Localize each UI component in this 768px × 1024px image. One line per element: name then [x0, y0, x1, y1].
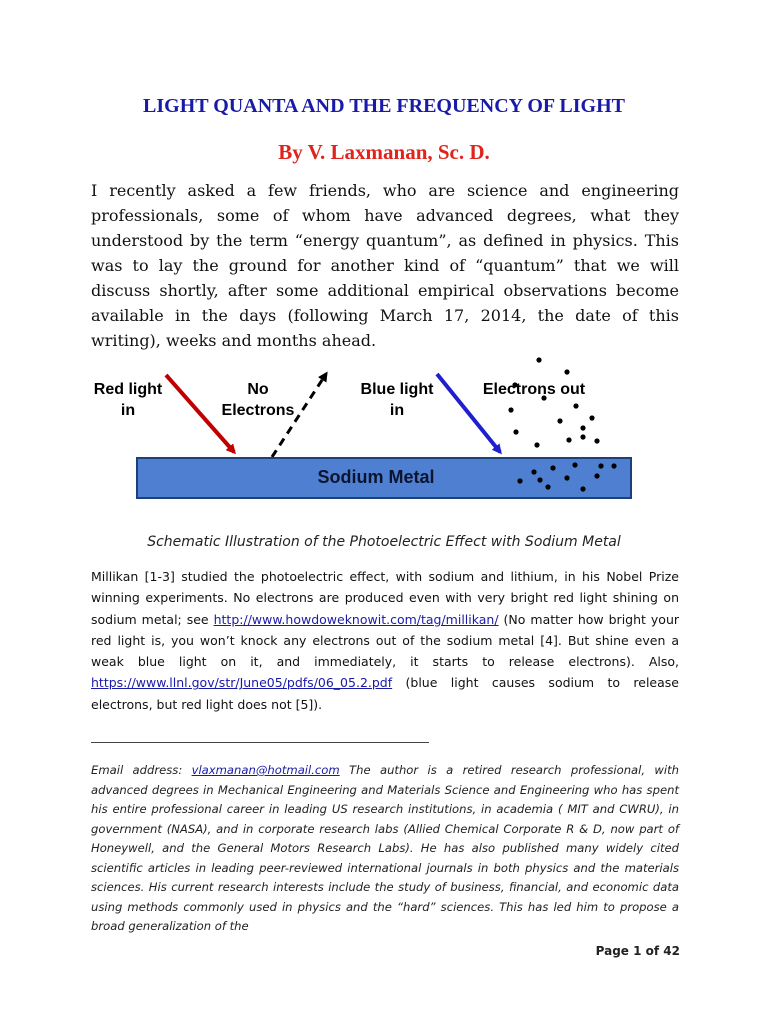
howdoweknowit-link[interactable]: http://www.howdoweknowit.com/tag/millikan/: [213, 611, 499, 627]
red-light-label: Red light in: [93, 381, 163, 419]
author-footnote: Email address: vlaxmanan@hotmail.com The author is a retired research professional, with advanced degrees in Mechanical Engineering and Materials Science and Engineering who has spent his entire professional career in leading US research institutions, in academia ( MIT and CWRU), in government (NASA), and in corporate research labs (Allied Chemical Corporate R & D, now part of Honeywell, and the General Motors Research Labs). He has also published many widely cited scientific articles in leading peer-reviewed international journals in both physics and the materials sciences. His current research interests include the study of business, financial, and economic data using methods commonly used in physics and the “hard” sciences. This has led him to propose a broad generalization of the: [91, 763, 679, 933]
figure-caption: Schematic Illustration of the Photoelectric Effect with Sodium Metal: [147, 534, 621, 550]
sodium-metal-label: Sodium Metal: [317, 467, 435, 487]
author-email-link[interactable]: vlaxmanan@hotmail.com: [191, 763, 340, 777]
blue-light-label: Blue light in: [360, 381, 434, 419]
no-electrons-label: No Electrons: [221, 381, 295, 419]
llnl-pdf-link[interactable]: https://www.llnl.gov/str/June05/pdfs/06_05.2.pdf: [91, 675, 393, 691]
body-paragraph: Millikan [1-3] studied the photoelectric effect, with sodium and lithium, in his Nobel Prize winning experiments. No electrons are produced even with very bright red light shining on sodium metal; see http://www.howdoweknowit.com/tag/millikan/ (No matter how bright your red light is, you won’t knock any electrons out of the sodium metal [4]. But shine even a weak blue light on it, and immediately, it starts to release electrons). Also, https://www.llnl.gov/str/June05/pdfs/06_05.2.pdf (blue light causes sodium to release electrons, but red light does not [5]).: [91, 569, 680, 712]
footnote-divider: [91, 742, 429, 743]
author-line: By V. Laxmanan, Sc. D.: [278, 140, 490, 164]
electrons-out-label: Electrons out: [482, 381, 586, 398]
intro-paragraph: I recently asked a few friends, who are science and engineering professionals, some of whom have advanced degrees, what they understood by the term “energy quantum”, as defined in physics. This was to lay the ground for another kind of “quantum” that we will discuss shortly, after some additional empirical observations become available in the days (following March 17, 2014, the date of this writing), weeks and months ahead.: [91, 181, 679, 350]
page-number: Page 1 of 42: [595, 944, 680, 958]
document-title: LIGHT QUANTA AND THE FREQUENCY OF LIGHT: [143, 95, 625, 117]
